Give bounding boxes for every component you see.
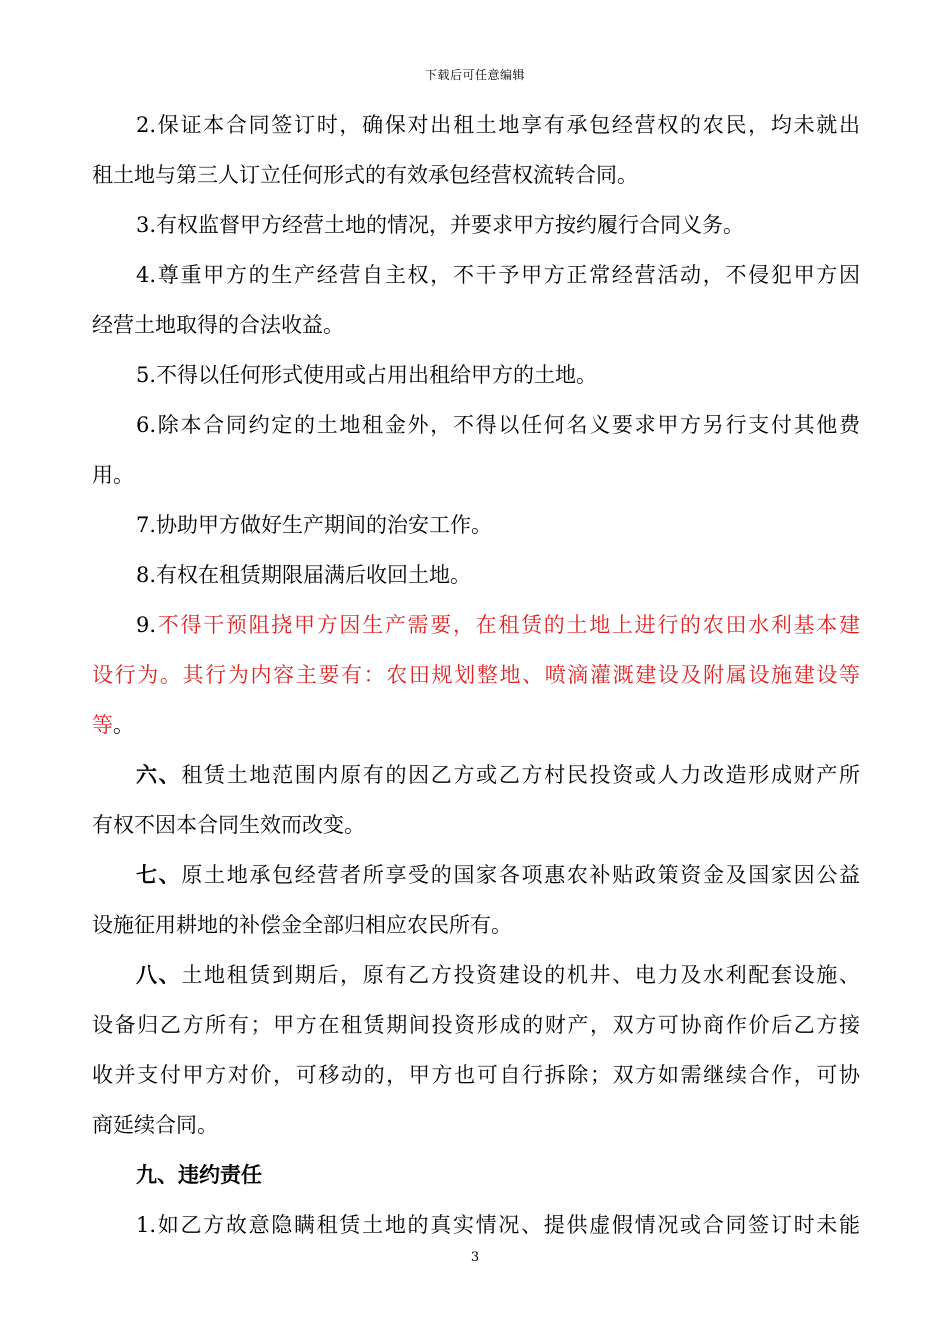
paragraph-text: 经营土地取得的合法收益。 [92, 313, 344, 337]
paragraph-text: 8.有权在租赁期限届满后收回土地。 [136, 563, 472, 587]
text-line [92, 100, 860, 150]
section-heading: 七、 [136, 862, 182, 887]
paragraph-text: 设备归乙方所有；甲方在租赁期间投资形成的财产，双方可协商作价后乙方接 [92, 1013, 860, 1037]
paragraph-text: 5.不得以任何形式使用或占用出租给甲方的土地。 [136, 363, 598, 387]
punctuation: 。 [113, 713, 134, 737]
section-heading: 六、 [136, 762, 182, 787]
paragraph-text: 3.有权监督甲方经营土地的情况，并要求甲方按约履行合同义务。 [136, 213, 745, 237]
paragraph-text: 用。 [92, 463, 134, 487]
text-line [92, 500, 860, 550]
text-line [92, 400, 860, 450]
paragraph-text: 7.协助甲方做好生产期间的治安工作。 [136, 513, 493, 537]
text-line [92, 1150, 860, 1200]
paragraph-text: 原土地承包经营者所享受的国家各项惠农补贴政策资金及国家因公益 [181, 863, 861, 887]
text-line [92, 450, 860, 500]
text-line [92, 950, 860, 1000]
paragraph-text: 商延续合同。 [92, 1113, 218, 1137]
text-line [92, 300, 860, 350]
text-line [92, 650, 860, 700]
text-line [92, 800, 860, 850]
document-body [92, 100, 860, 1250]
text-line [92, 900, 860, 950]
highlighted-text: 设行为。其行为内容主要有：农田规划整地、喷滴灌溉建设及附属设施建设等 [92, 663, 860, 687]
paragraph-text: 设施征用耕地的补偿金全部归相应农民所有。 [92, 913, 512, 937]
page-header: 下载后可任意编辑 [424, 68, 525, 82]
paragraph-text: 收并支付甲方对价，可移动的，甲方也可自行拆除；双方如需继续合作，可协 [92, 1063, 860, 1087]
section-heading: 九、违约责任 [136, 1162, 262, 1187]
paragraph-text: 租土地与第三人订立任何形式的有效承包经营权流转合同。 [92, 163, 638, 187]
paragraph-text: 租赁土地范围内原有的因乙方或乙方村民投资或人力改造形成财产所 [181, 763, 861, 787]
page-number: 3 [470, 1250, 480, 1265]
text-line [92, 850, 860, 900]
section-heading: 八、 [136, 962, 182, 987]
highlighted-text: 不得干预阻挠甲方因生产需要，在租赁的土地上进行的农田水利基本建 [156, 613, 860, 637]
text-line [92, 250, 860, 300]
text-line [92, 200, 860, 250]
paragraph-text: 土地租赁到期后，原有乙方投资建设的机井、电力及水利配套设施、 [181, 963, 861, 987]
paragraph-text: 2.保证本合同签订时，确保对出租土地享有承包经营权的农民，均未就出 [136, 113, 860, 137]
paragraph-text: 1.如乙方故意隐瞒租赁土地的真实情况、提供虚假情况或合同签订时未能 [136, 1213, 860, 1237]
paragraph-text: 有权不因本合同生效而改变。 [92, 813, 365, 837]
text-line [92, 1200, 860, 1250]
text-line [92, 550, 860, 600]
text-line [92, 150, 860, 200]
text-line [92, 350, 860, 400]
text-line [92, 1050, 860, 1100]
text-line [92, 700, 860, 750]
text-line [92, 1100, 860, 1150]
paragraph-text: 4.尊重甲方的生产经营自主权，不干予甲方正常经营活动，不侵犯甲方因 [136, 263, 860, 287]
paragraph-text: 6.除本合同约定的土地租金外，不得以任何名义要求甲方另行支付其他费 [136, 413, 860, 437]
item-number: 9. [136, 613, 157, 637]
text-line [92, 600, 860, 650]
text-line [92, 750, 860, 800]
highlighted-text: 等 [92, 713, 113, 737]
text-line [92, 1000, 860, 1050]
